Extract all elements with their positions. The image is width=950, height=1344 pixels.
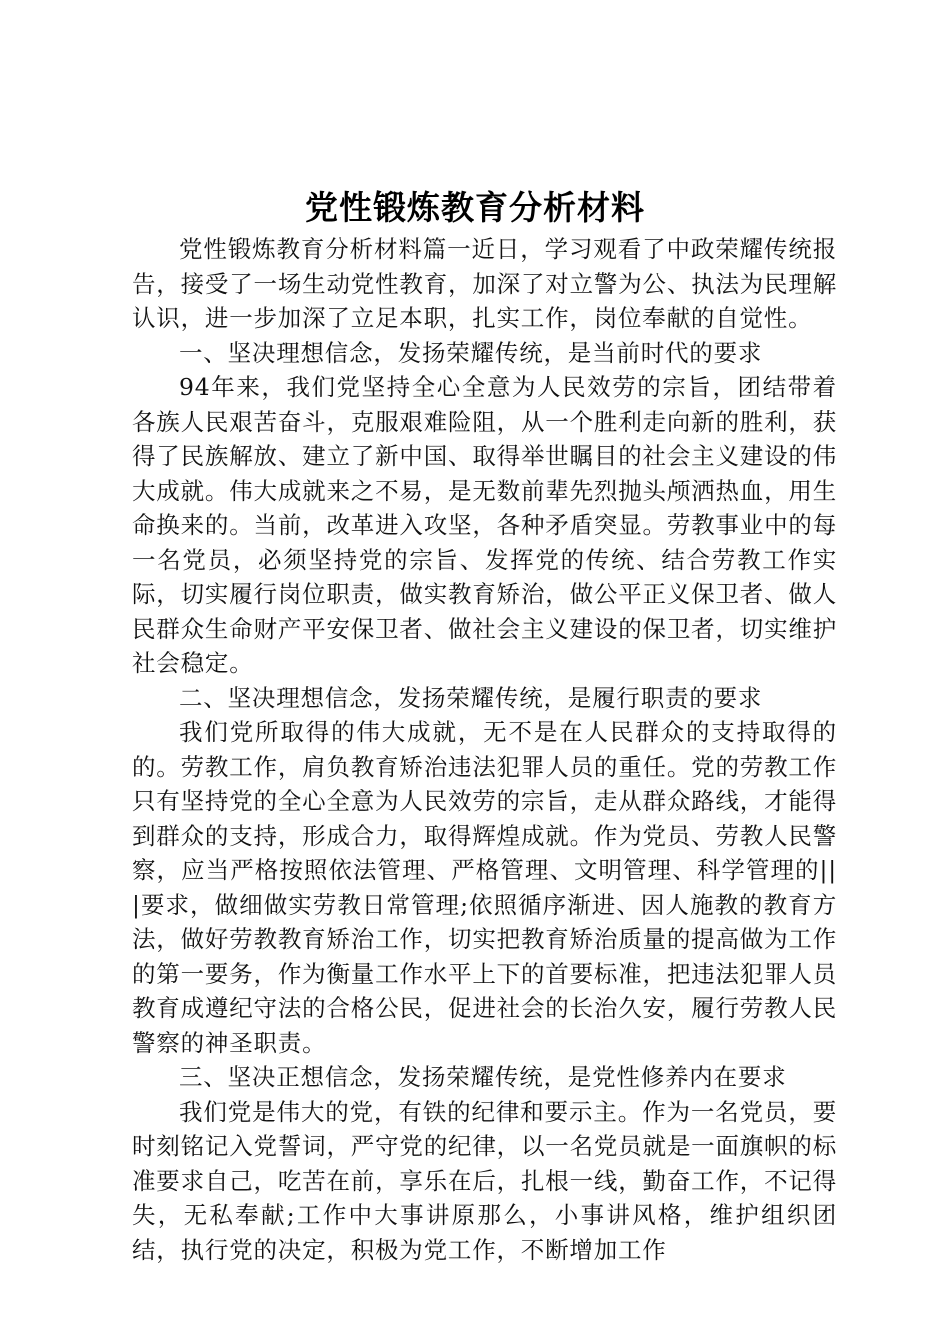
paragraph-section-2: 我们党所取得的伟大成就，无不是在人民群众的支持取得的的。劳教工作，肩负教育矫治违法犯罪人员的重任。党的劳教工作只有坚持党的全心全意为人民效劳的宗旨，走从群众路线，才能得到群众的支持，形成合力，取得辉煌成就。作为党员、劳教人民警察，应当严格按照依法管理、严格管理、文明管理、科学管理的|||要求，做细做实劳教日常管理;依照循序渐进、因人施教的教育方法，做好劳教教育矫治工作，切实把教育矫治质量的提高做为工作的第一要务，作为衡量工作水平上下的首要标准，把违法犯罪人员教育成遵纪守法的合格公民，促进社会的长治久安，履行劳教人民警察的神圣职责。 [132,718,837,1057]
document-body [132,232,837,1267]
paragraph-intro: 党性锻炼教育分析材料篇一近日，学习观看了中政荣耀传统报告，接受了一场生动党性教育，加深了对立警为公、执法为民理解认识，进一步加深了立足本职，扎实工作，岗位奉献的自觉性。 [132,235,837,332]
section-heading-1: 一、坚决理想信念，发扬荣耀传统，是当前时代的要求 [179,338,763,367]
section-heading-3: 三、坚决正想信念，发扬荣耀传统，是党性修养内在要求 [179,1063,787,1091]
section-heading-2: 二、坚决理想信念，发扬荣耀传统，是履行职责的要求 [179,683,763,712]
paragraph-section-3: 我们党是伟大的党，有铁的纪律和要示主。作为一名党员，要时刻铭记入党誓词，严守党的纪律，以一名党员就是一面旗帜的标准要求自己，吃苦在前，享乐在后，扎根一线，勤奋工作，不记得失，无私奉献;工作中大事讲原那么，小事讲风格，维护组织团结，执行党的决定，积极为党工作，不断增加工作 [132,1097,837,1264]
document-title: 党性锻炼教育分析材料 [305,188,645,227]
paragraph-section-1: 94年来，我们党坚持全心全意为人民效劳的宗旨，团结带着各族人民艰苦奋斗，克服艰难险阻，从一个胜利走向新的胜利，获得了民族解放、建立了新中国、取得举世瞩目的社会主义建设的伟大成就。伟大成就来之不易，是无数前辈先烈抛头颅洒热血，用生命换来的。当前，改革进入攻坚，各种矛盾突显。劳教事业中的每一名党员，必须坚持党的宗旨、发挥党的传统、结合劳教工作实际，切实履行岗位职责，做实教育矫治，做公平正义保卫者、做人民群众生命财产平安保卫者、做社会主义建设的保卫者，切实维护社会稳定。 [132,373,837,677]
